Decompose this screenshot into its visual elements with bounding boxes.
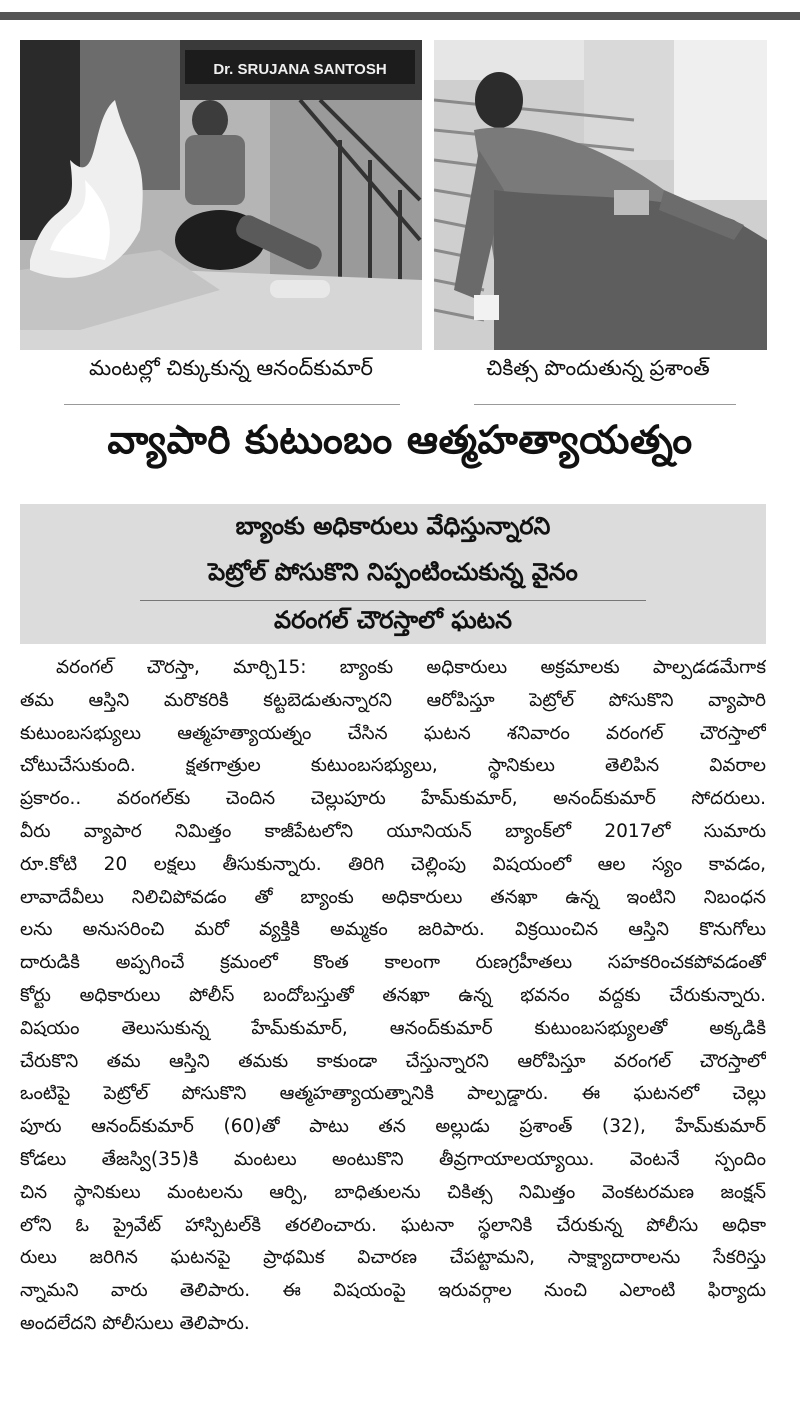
article-line: లావాదేవీలు నిలిచిపోవడం తో బ్యాంకు అధికారులు తనఖా ఉన్న ఇంటిని నిబంధన bbox=[20, 886, 766, 908]
article-line: వరంగల్ చౌరస్తా, మార్చి15: బ్యాంకు అధికారులు అక్రమాలకు పాల్పడడమేగాక bbox=[56, 657, 766, 678]
article-line: చేరుకొని తమ ఆస్తిని తమకు కాకుండా చేస్తున్నారని ఆరోపిస్తూ వరంగల్ చౌరస్తాలో bbox=[20, 1050, 766, 1072]
article-line: ప్రకారం.. వరంగల్‌కు చెందిన చెల్లుపూరు హేమ్‌కుమార్, అనంద్‌కుమార్ సోదరులు. bbox=[20, 788, 766, 810]
article-line: న్నామని వారు తెలిపారు. ఈ విషయంపై ఇరువర్గాల నుంచి ఎలాంటి ఫిర్యాదు bbox=[20, 1280, 766, 1302]
caption-rule-right bbox=[474, 404, 736, 405]
subheading-box bbox=[20, 504, 766, 644]
article-line: ఒంటిపై పెట్రోల్ పోసుకొని ఆత్మహత్యాయత్నానికి పాల్పడ్డారు. ఈ ఘటనలో చెల్లు bbox=[20, 1083, 766, 1105]
headline: వ్యాపారి కుటుంబం ఆత్మహత్యాయత్నం bbox=[107, 418, 693, 463]
photo-patient-hospital-image bbox=[434, 40, 767, 350]
article-line: విషయం తెలుసుకున్న హేమ్‌కుమార్, ఆనంద్‌కుమార్ కుటుంబసభ్యులతో అక్కడికి bbox=[20, 1017, 766, 1039]
article-line: దారుడికి అప్పగించే క్రమంలో కొంత కాలంగా రుణగ్రహీతలు సహకరించకపోవడంతో bbox=[20, 952, 766, 974]
photo-patient-hospital bbox=[434, 40, 767, 350]
photo-left-sign-text: Dr. SRUJANA SANTOSH bbox=[213, 61, 387, 78]
photo-caption-left: మంటల్లో చిక్కుకున్న ఆనంద్‌కుమార్ bbox=[89, 356, 373, 380]
article-line: రులు జరిగిన ఘటనపై ప్రాథమిక విచారణ చేపట్టామని, సాక్ష్యాదారాలను సేకరిస్తు bbox=[20, 1247, 766, 1269]
article-line: చోటుచేసుకుంది. క్షతగాత్రుల కుటుంబసభ్యులు, స్థానికులు తెలిపిన వివరాల bbox=[20, 755, 766, 777]
article-body bbox=[20, 652, 766, 1341]
subheading-rule bbox=[140, 600, 646, 601]
caption-rule-left bbox=[64, 404, 400, 405]
top-rule bbox=[0, 12, 800, 20]
subheading-3: వరంగల్ చౌరస్తాలో ఘటన bbox=[274, 606, 512, 634]
article-line: చిన స్థానికులు మంటలను ఆర్పి, బాధితులను చికిత్స నిమిత్తం వెంకటరమణ జంక్షన్ bbox=[20, 1181, 766, 1203]
photo-man-in-flames bbox=[20, 40, 422, 350]
article-line: తమ ఆస్తిని మరొకరికి కట్టబెడుతున్నారని ఆరోపిస్తూ పెట్రోల్ పోసుకొని వ్యాపారి bbox=[20, 689, 766, 711]
article-line: లోని ఓ ప్రైవేట్ హాస్పిటల్‌కి తరలించారు. ఘటనా స్థలానికి చేరుకున్న పోలీసు అధికా bbox=[20, 1214, 766, 1236]
article-line: కోడలు తేజస్వి(35)కి మంటలు అంటుకొని తీవ్రగాయాలయ్యాయి. వెంటనే స్పందిం bbox=[20, 1148, 766, 1170]
article-line: పూరు ఆనంద్‌కుమార్ (60)తో పాటు తన అల్లుడు ప్రశాంత్ (32), హేమ్‌కుమార్ bbox=[20, 1116, 766, 1138]
photo-man-in-flames-image bbox=[20, 40, 422, 350]
article-line: లను అనుసరించి మరో వ్యక్తికి అమ్మకం జరిపారు. విక్రయించిన ఆస్తిని కొనుగోలు bbox=[20, 919, 766, 941]
article-line: రూ.కోటి 20 లక్షలు తీసుకున్నారు. తిరిగి చెల్లింపు విషయంలో ఆల స్యం కావడం, bbox=[20, 853, 766, 875]
article-line: వీరు వ్యాపార నిమిత్తం కాజీపేటలోని యూనియన్ బ్యాంక్‌లో 2017లో సుమారు bbox=[20, 820, 766, 842]
subheading-2: పెట్రోల్ పోసుకొని నిప్పంటించుకున్న వైనం bbox=[208, 558, 578, 586]
article-line: కోర్టు అధికారులు పోలీస్ బందోబస్తుతో తనఖా ఉన్న భవనం వద్దకు చేరుకున్నారు. bbox=[20, 984, 766, 1006]
photo-caption-right: చికిత్స పొందుతున్న ప్రశాంత్ bbox=[486, 356, 710, 380]
article-line: అందలేదని పోలీసులు తెలిపారు. bbox=[20, 1312, 250, 1334]
article-line: కుటుంబసభ్యులు ఆత్మహత్యాయత్నం చేసిన ఘటన శనివారం వరంగల్ చౌరస్తాలో bbox=[20, 722, 766, 744]
subheading-1: బ్యాంకు అధికారులు వేధిస్తున్నారని bbox=[235, 512, 551, 540]
